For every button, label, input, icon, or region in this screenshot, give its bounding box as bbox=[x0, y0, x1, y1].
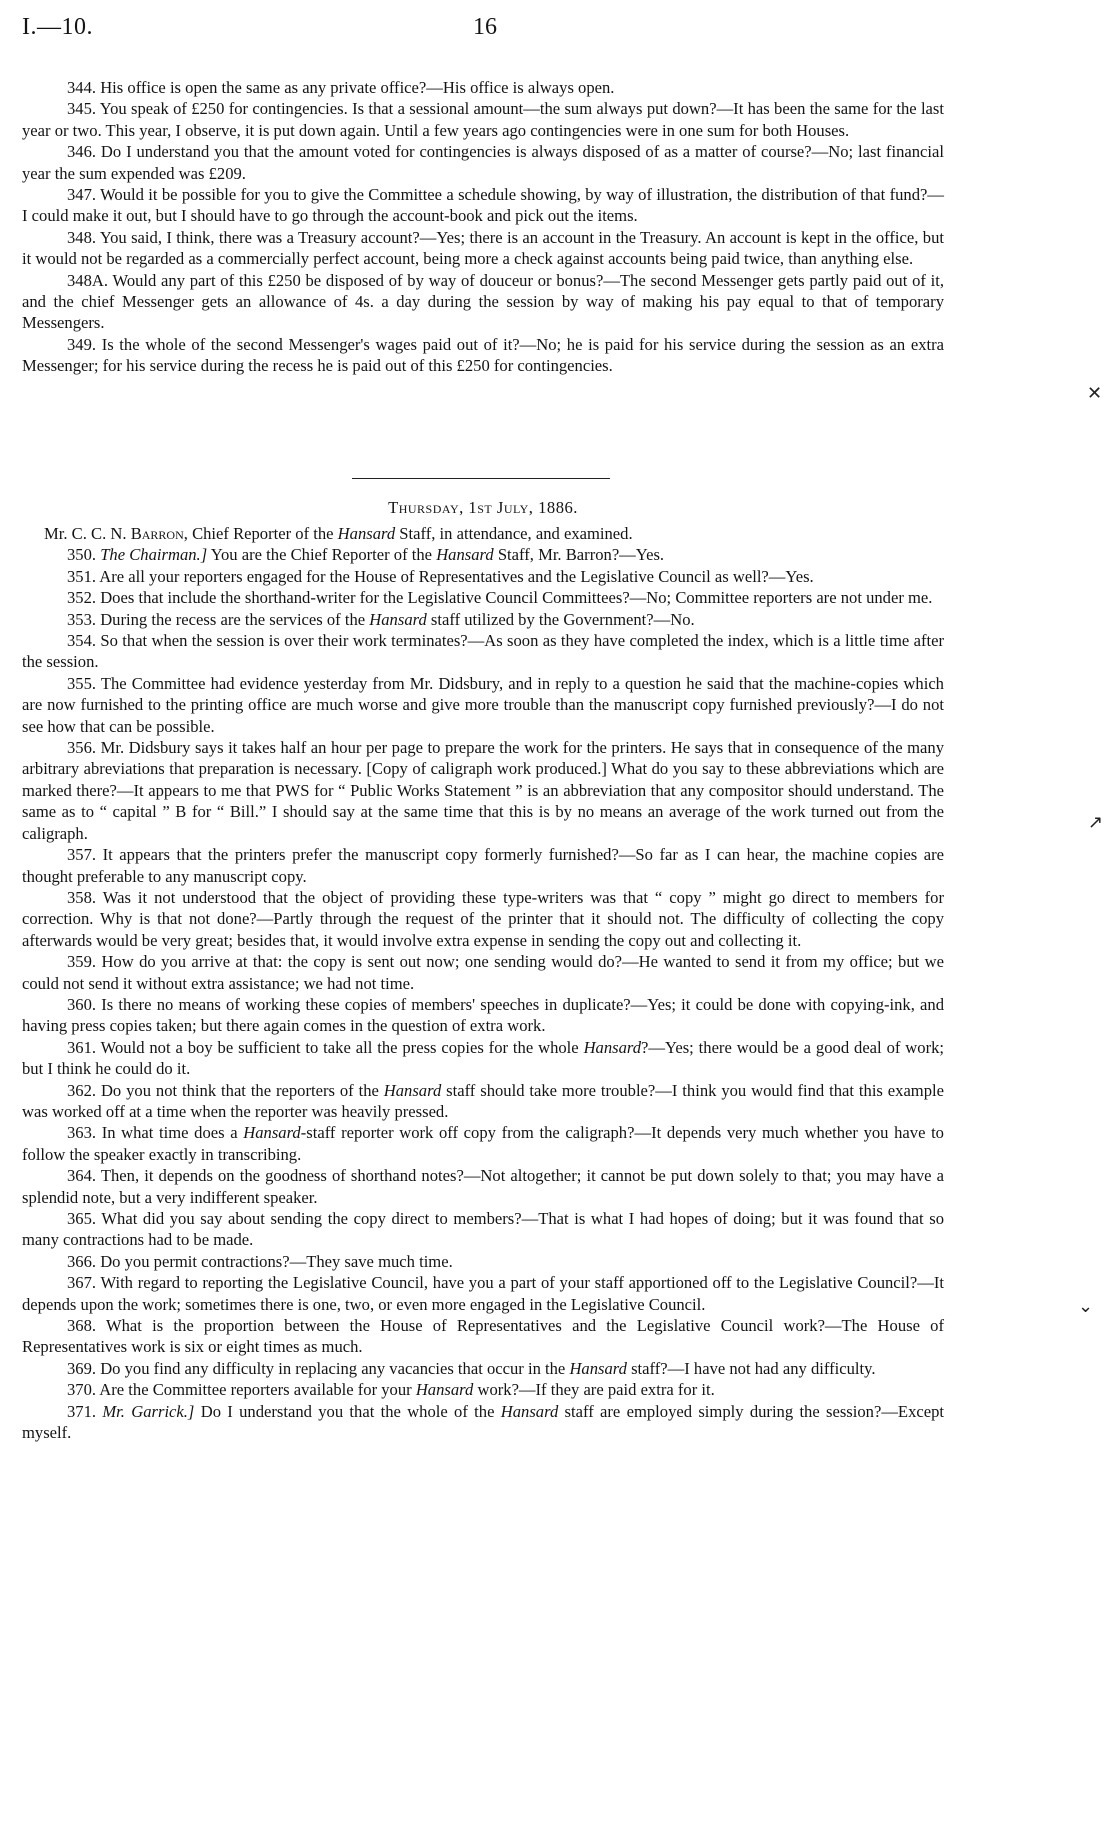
question-text: With regard to reporting the Legislative Council, have you a part of your staff apportioned off to the Legislative Council?—It depends upon the work; sometimes there is one, two, or even more engaged in the Legislative Council. bbox=[22, 1273, 944, 1314]
section-continued-evidence bbox=[22, 77, 944, 377]
question-number: 366. bbox=[67, 1251, 97, 1271]
question-paragraph bbox=[22, 1122, 944, 1165]
question-paragraph bbox=[22, 1080, 944, 1123]
document-reference: I.—10. bbox=[22, 14, 93, 40]
date-month: July bbox=[496, 498, 529, 517]
question-number: 360. bbox=[67, 994, 97, 1014]
margin-mark-icon: ⌄ bbox=[1078, 1296, 1094, 1317]
speaker-label: Mr. Garrick.] bbox=[102, 1401, 195, 1421]
question-number: 350. bbox=[67, 545, 97, 565]
question-paragraph bbox=[22, 184, 944, 227]
question-text: Do you find any difficulty in replacing any vacancies that occur in the Hansard staff?—I have not had any difficulty. bbox=[100, 1358, 876, 1378]
question-paragraph bbox=[22, 141, 944, 184]
question-text: Would any part of this £250 be disposed of by way of douceur or bonus?—The second Messenger gets partly paid out of it, and the chief Messenger gets an allowance of 4s. a day during the session by way of making his pay equal to that of temporary Messengers. bbox=[22, 270, 944, 333]
question-text: You are the Chief Reporter of the Hansard Staff, Mr. Barron?—Yes. bbox=[207, 545, 665, 565]
question-paragraph bbox=[22, 77, 944, 98]
question-paragraph bbox=[22, 737, 944, 844]
question-number: 364. bbox=[67, 1166, 97, 1186]
date-day: Thursday bbox=[388, 498, 460, 517]
question-number: 348A. bbox=[67, 270, 109, 290]
margin-mark-icon: ✕ bbox=[1087, 383, 1103, 404]
question-text: The Committee had evidence yesterday from Mr. Didsbury, and in reply to a question he said that the machine-copies which are now furnished to the printing office are much worse and give more trouble than the manuscript copy furnished previously?—I do not see how that can be possible. bbox=[22, 673, 944, 736]
speaker-label: The Chairman.] bbox=[100, 545, 208, 565]
question-paragraph bbox=[22, 609, 944, 630]
question-text: In what time does a Hansard-staff reporter work off copy from the caligraph?—It depends very much whether you have to follow the speaker exactly in transcribing. bbox=[22, 1123, 944, 1164]
question-text: Are the Committee reporters available for your Hansard work?—If they are paid extra for it. bbox=[99, 1380, 715, 1400]
question-text: You said, I think, there was a Treasury account?—Yes; there is an account in the Treasury. An account is kept in the office, but it would not be regarded as a commercially perfect account, being more a check against accounts being paid twice, than anything else. bbox=[22, 227, 944, 269]
question-paragraph bbox=[22, 1208, 944, 1251]
witness-role-after: Staff, in attendance, and examined. bbox=[395, 524, 633, 543]
question-text: Then, it depends on the goodness of shorthand notes?—Not altogether; it cannot be put down solely to that; you may have a splendid note, but a very indifferent speaker. bbox=[22, 1166, 944, 1207]
question-text: How do you arrive at that: the copy is sent out now; one sending would do?—He wanted to send it from my office; but we could not send it without extra assistance; we had not time. bbox=[22, 952, 945, 993]
question-number: 362. bbox=[67, 1080, 97, 1100]
question-number: 358. bbox=[67, 887, 97, 907]
question-paragraph bbox=[22, 844, 944, 887]
question-text: Was it not understood that the object of providing these type-writers was that “ copy ” might go direct to members for correction. Why is that not done?—Partly through the request of the printer that it should not. The difficulty of collecting the copy afterwards would be very great; besides that, it would involve extra expense in sending the copy out and collecting it. bbox=[22, 887, 944, 950]
question-text: What did you say about sending the copy direct to members?—That is what I had hopes of doing; but it was found that so many contractions had to be made. bbox=[22, 1209, 944, 1250]
question-text: Are all your reporters engaged for the House of Representatives and the Legislative Council as well?—Yes. bbox=[99, 566, 814, 586]
question-number: 344. bbox=[67, 78, 97, 97]
question-paragraph bbox=[22, 887, 944, 951]
question-paragraph bbox=[22, 227, 944, 270]
witness-role-before: , Chief Reporter of the bbox=[183, 524, 338, 543]
question-number: 346. bbox=[67, 142, 97, 162]
question-text: Is there no means of working these copies of members' speeches in duplicate?—Yes; it could be done with copying-ink, and having press copies taken; but there again comes in the question of extra work. bbox=[22, 994, 944, 1036]
question-text: Is the whole of the second Messenger's wages paid out of it?—No; he is paid for his service during the session as an extra Messenger; for his service during the recess he is paid out of this £250 for contingencies. bbox=[22, 334, 944, 376]
date-heading: Thursday, 1st July, 1886. bbox=[388, 498, 578, 517]
question-number: 352. bbox=[67, 588, 97, 608]
question-paragraph bbox=[22, 1251, 944, 1272]
question-text: What is the proportion between the House of Representatives and the Legislative Council work?—The House of Representatives work is six or eight times as much. bbox=[22, 1316, 944, 1357]
question-paragraph bbox=[22, 98, 944, 141]
question-text: Would not a boy be sufficient to take all the press copies for the whole Hansard?—Yes; there would be a good deal of work; but I think he could do it. bbox=[22, 1037, 944, 1079]
question-paragraph bbox=[22, 630, 944, 673]
section-divider bbox=[352, 478, 610, 479]
witness-name: Barron bbox=[130, 524, 184, 543]
question-paragraph bbox=[22, 1272, 944, 1315]
question-number: 356. bbox=[67, 738, 97, 758]
question-paragraph bbox=[22, 1315, 944, 1358]
question-text: His office is open the same as any private office?—His office is always open. bbox=[100, 78, 615, 97]
witness-hansard: Hansard bbox=[337, 524, 396, 543]
section-barron-evidence bbox=[22, 523, 944, 1443]
question-paragraph bbox=[22, 587, 944, 608]
question-number: 345. bbox=[67, 99, 97, 119]
question-paragraph bbox=[22, 1165, 944, 1208]
question-text: During the recess are the services of the Hansard staff utilized by the Government?—No. bbox=[100, 609, 695, 629]
question-number: 371. bbox=[67, 1401, 97, 1421]
question-paragraph bbox=[22, 994, 944, 1037]
question-paragraph bbox=[22, 1037, 944, 1080]
question-text: Do I understand you that the amount voted for contingencies is always disposed of as a matter of course?—No; last financial year the sum expended was £209. bbox=[22, 142, 944, 183]
question-paragraph bbox=[22, 1401, 944, 1444]
witness-prefix: Mr. C. C. N. bbox=[44, 524, 127, 543]
question-number: 361. bbox=[67, 1037, 97, 1057]
question-text: So that when the session is over their work terminates?—As soon as they have completed the index, which is a little time after the session. bbox=[22, 631, 944, 672]
question-number: 349. bbox=[67, 334, 97, 354]
question-paragraph bbox=[22, 544, 944, 565]
witness-line bbox=[44, 523, 944, 544]
margin-mark-icon: ↗ bbox=[1088, 812, 1104, 833]
question-text: Do you permit contractions?—They save much time. bbox=[100, 1251, 453, 1271]
question-number: 369. bbox=[67, 1358, 97, 1378]
question-number: 365. bbox=[67, 1209, 97, 1228]
question-paragraph bbox=[22, 1379, 944, 1400]
question-paragraph bbox=[22, 951, 944, 994]
question-paragraph bbox=[22, 1358, 944, 1379]
question-paragraph bbox=[22, 673, 944, 737]
question-number: 370. bbox=[67, 1380, 97, 1400]
page-number: 16 bbox=[473, 14, 497, 40]
question-number: 367. bbox=[67, 1273, 97, 1293]
question-number: 359. bbox=[67, 952, 97, 972]
question-text: Do I understand you that the whole of the Hansard staff are employed simply during the session?—Except myself. bbox=[22, 1401, 944, 1443]
question-text: Would it be possible for you to give the Committee a schedule showing, by way of illustration, the distribution of that fund?—I could make it out, but I should have to go through the account-book and pick out the items. bbox=[22, 185, 944, 226]
question-number: 351. bbox=[67, 566, 97, 586]
question-text: It appears that the printers prefer the manuscript copy formerly furnished?—So far as I can hear, the machine copies are thought preferable to any manuscript copy. bbox=[22, 845, 944, 886]
date-ordinal: 1st bbox=[468, 498, 493, 517]
question-number: 357. bbox=[67, 845, 97, 865]
question-text: Do you not think that the reporters of the Hansard staff should take more trouble?—I think you would find that this example was worked off at a time when the reporter was heavily pressed. bbox=[22, 1080, 944, 1121]
question-number: 347. bbox=[67, 185, 97, 205]
question-number: 353. bbox=[67, 609, 97, 629]
question-number: 348. bbox=[67, 227, 97, 247]
date-year: 1886. bbox=[538, 498, 578, 517]
question-paragraph bbox=[22, 270, 944, 334]
question-number: 363. bbox=[67, 1123, 97, 1143]
question-number: 355. bbox=[67, 673, 97, 693]
question-number: 368. bbox=[67, 1316, 97, 1336]
question-paragraph bbox=[22, 334, 944, 377]
question-paragraph bbox=[22, 566, 944, 587]
question-text: Does that include the shorthand-writer for the Legislative Council Committees?—No; Committee reporters are not under me. bbox=[100, 588, 933, 608]
question-number: 354. bbox=[67, 631, 97, 651]
question-text: Mr. Didsbury says it takes half an hour per page to prepare the work for the printers. He says that in consequence of the many arbitrary abreviations that preparation is necessary. [Copy of caligraph work produced.] What do you say to these abbreviations which are marked there?—It appears to me that PWS for “ Public Works Statement ” is an abbreviation that any compositor should understand. The same as to “ capital ” B for “ Bill.” I should say at the same time that this is by no means an average of the work turned out from the caligraph. bbox=[22, 738, 944, 843]
question-text: You speak of £250 for contingencies. Is that a sessional amount—the sum always put down?—It has been the same for the last year or two. This year, I observe, it is put down again. Until a few years ago contingencies were in one sum for both Houses. bbox=[22, 99, 944, 140]
